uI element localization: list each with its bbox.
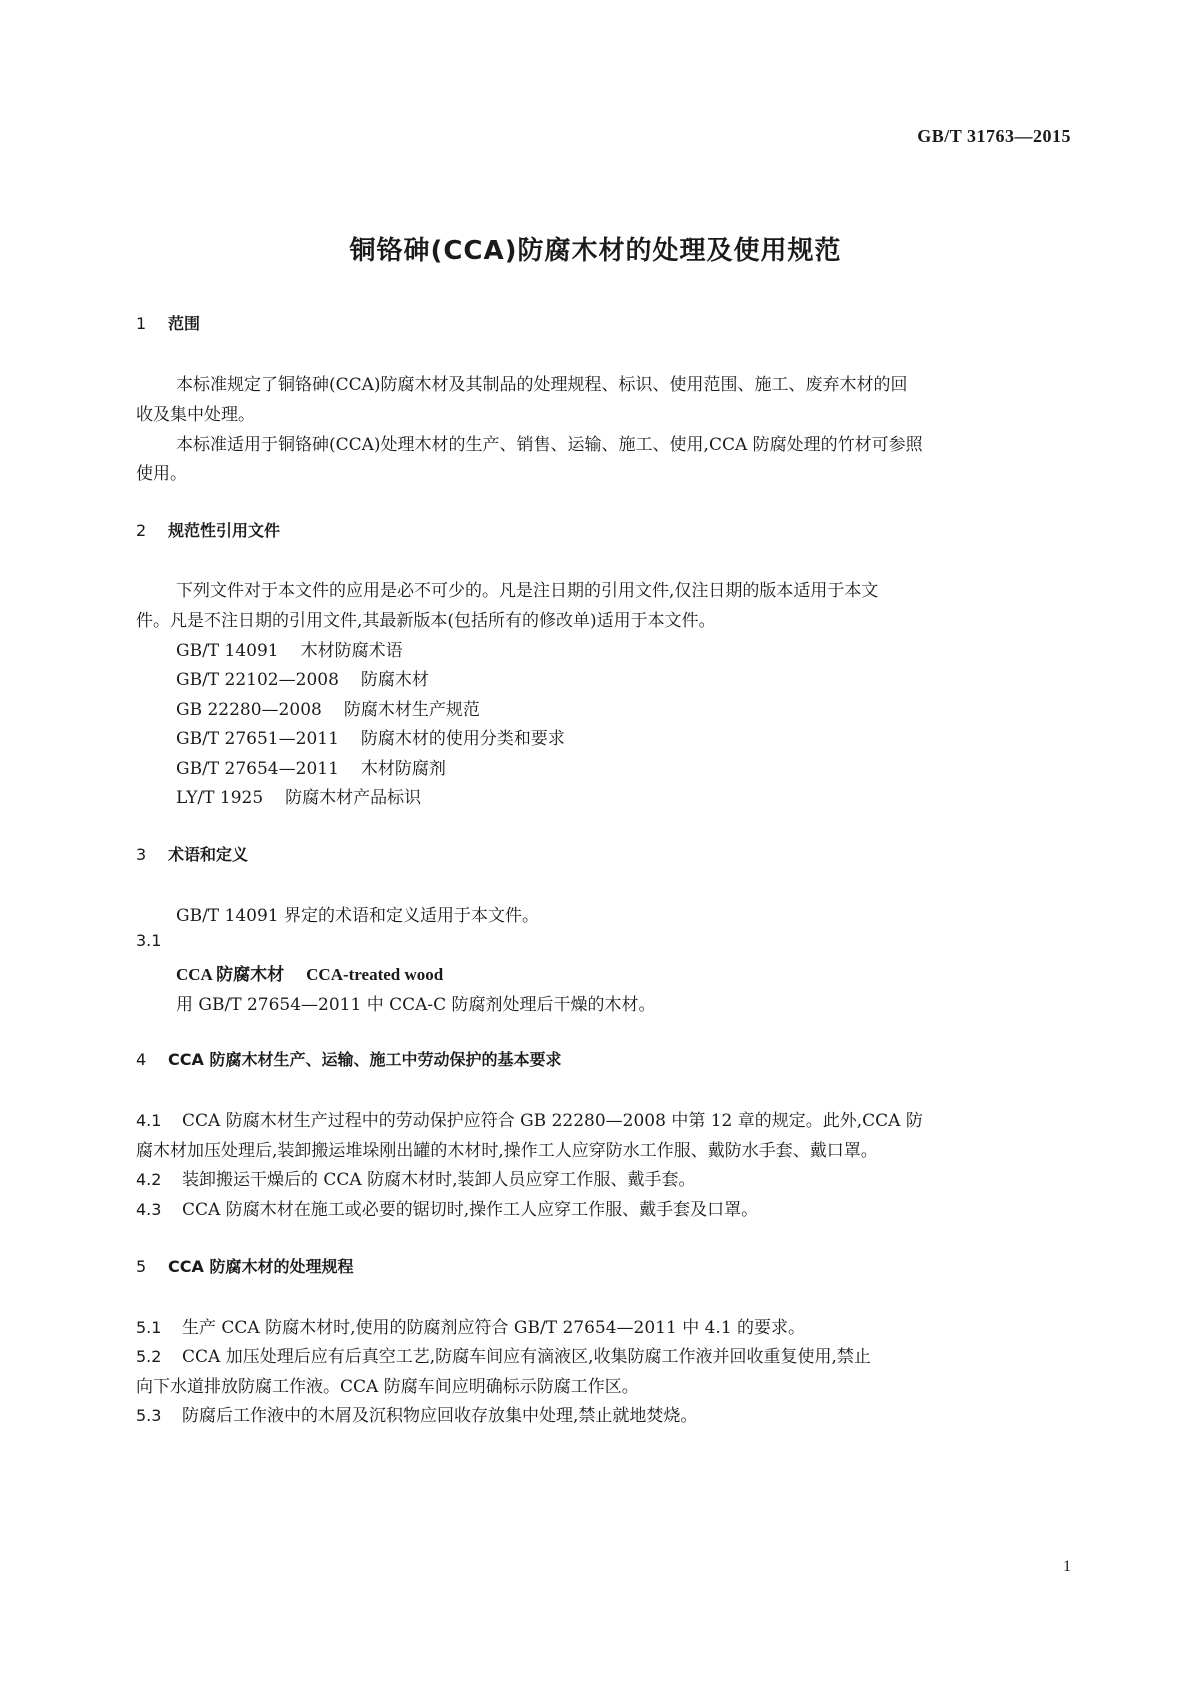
reference-code: GB/T 14091 bbox=[176, 641, 279, 661]
clause-text: 防腐后工作液中的木屑及沉积物应回收存放集中处理,禁止就地焚烧。 bbox=[182, 1406, 698, 1426]
clause-5-1 bbox=[136, 1313, 805, 1338]
page-number: 1 bbox=[1063, 1558, 1071, 1575]
paragraph-line: 下列文件对于本文件的应用是必不可少的。凡是注日期的引用文件,仅注日期的版本适用于本文 bbox=[176, 581, 879, 601]
reference-code: LY/T 1925 bbox=[176, 788, 264, 808]
paragraph-line: 使用。 bbox=[136, 464, 187, 484]
section-title: CCA 防腐木材生产、运输、施工中劳动保护的基本要求 bbox=[168, 1050, 562, 1069]
section-title: CCA 防腐木材的处理规程 bbox=[168, 1257, 354, 1276]
reference-item bbox=[176, 636, 403, 661]
clause-4-2 bbox=[136, 1165, 696, 1190]
reference-item bbox=[176, 724, 565, 749]
clause-text: CCA 加压处理后应有后真空工艺,防腐车间应有滴液区,收集防腐工作液并回收重复使用,禁止 bbox=[182, 1347, 871, 1367]
reference-code: GB 22280—2008 bbox=[176, 700, 322, 720]
clause-text: CCA 防腐木材在施工或必要的锯切时,操作工人应穿工作服、戴手套及口罩。 bbox=[182, 1200, 759, 1220]
clause-text: CCA 防腐木材生产过程中的劳动保护应符合 GB 22280—2008 中第 12 章的规定。此外,CCA 防 bbox=[182, 1111, 923, 1131]
reference-code: GB/T 27654—2011 bbox=[176, 759, 339, 779]
section-title: 术语和定义 bbox=[168, 845, 249, 864]
term-definition: 用 GB/T 27654—2011 中 CCA-C 防腐剂处理后干燥的木材。 bbox=[176, 995, 656, 1015]
section-number: 1 bbox=[136, 314, 147, 333]
paragraph-line: GB/T 14091 界定的术语和定义适用于本文件。 bbox=[176, 906, 540, 926]
reference-name: 防腐木材 bbox=[360, 670, 429, 690]
section-number: 3 bbox=[136, 845, 147, 864]
reference-item bbox=[176, 665, 429, 690]
section-number: 4 bbox=[136, 1050, 147, 1069]
reference-name: 木材防腐剂 bbox=[360, 759, 446, 779]
term-chinese: CCA 防腐木材 bbox=[176, 965, 285, 984]
paragraph-line: 本标准规定了铜铬砷(CCA)防腐木材及其制品的处理规程、标识、使用范围、施工、废弃木材的回 bbox=[176, 375, 908, 395]
section-number: 5 bbox=[136, 1257, 147, 1276]
term-heading bbox=[176, 960, 443, 985]
reference-code: GB/T 22102—2008 bbox=[176, 670, 339, 690]
clause-number: 4.3 bbox=[136, 1200, 162, 1219]
section-2-heading bbox=[136, 518, 280, 541]
clause-text: 装卸搬运干燥后的 CCA 防腐木材时,装卸人员应穿工作服、戴手套。 bbox=[182, 1170, 696, 1190]
reference-name: 防腐木材生产规范 bbox=[343, 700, 480, 720]
paragraph-line: 收及集中处理。 bbox=[136, 405, 255, 425]
section-number: 2 bbox=[136, 521, 147, 540]
document-title: 铜铬砷(CCA)防腐木材的处理及使用规范 bbox=[349, 236, 842, 266]
section-1-heading bbox=[136, 311, 200, 334]
section-title: 规范性引用文件 bbox=[168, 521, 281, 540]
section-title: 范围 bbox=[168, 314, 201, 333]
section-4-heading bbox=[136, 1047, 561, 1070]
paragraph-line: 件。凡是不注日期的引用文件,其最新版本(包括所有的修改单)适用于本文件。 bbox=[136, 611, 716, 631]
paragraph-line: 腐木材加压处理后,装卸搬运堆垛刚出罐的木材时,操作工人应穿防水工作服、戴防水手套、戴口罩。 bbox=[136, 1141, 878, 1161]
reference-name: 防腐木材的使用分类和要求 bbox=[360, 729, 565, 749]
clause-5-3 bbox=[136, 1401, 697, 1426]
clause-5-2 bbox=[136, 1342, 871, 1367]
term-number: 3.1 bbox=[136, 931, 162, 950]
clause-number: 5.2 bbox=[136, 1347, 162, 1366]
section-3-heading bbox=[136, 842, 248, 865]
reference-item bbox=[176, 754, 446, 779]
clause-number: 5.1 bbox=[136, 1318, 162, 1337]
reference-item bbox=[176, 695, 480, 720]
clause-4-1 bbox=[136, 1106, 923, 1131]
paragraph-line: 本标准适用于铜铬砷(CCA)处理木材的生产、销售、运输、施工、使用,CCA 防腐处理的竹材可参照 bbox=[176, 435, 923, 455]
paragraph-line: 向下水道排放防腐工作液。CCA 防腐车间应明确标示防腐工作区。 bbox=[136, 1377, 639, 1397]
term-english: CCA-treated wood bbox=[306, 965, 444, 984]
reference-name: 木材防腐术语 bbox=[300, 641, 403, 661]
clause-number: 4.1 bbox=[136, 1111, 162, 1130]
reference-name: 防腐木材产品标识 bbox=[285, 788, 422, 808]
section-5-heading bbox=[136, 1254, 353, 1277]
clause-number: 4.2 bbox=[136, 1170, 162, 1189]
reference-code: GB/T 27651—2011 bbox=[176, 729, 339, 749]
clause-number: 5.3 bbox=[136, 1406, 162, 1425]
reference-item bbox=[176, 783, 421, 808]
clause-text: 生产 CCA 防腐木材时,使用的防腐剂应符合 GB/T 27654—2011 中 4.1 的要求。 bbox=[182, 1318, 806, 1338]
standard-code: GB/T 31763—2015 bbox=[917, 126, 1071, 146]
clause-4-3 bbox=[136, 1195, 758, 1220]
